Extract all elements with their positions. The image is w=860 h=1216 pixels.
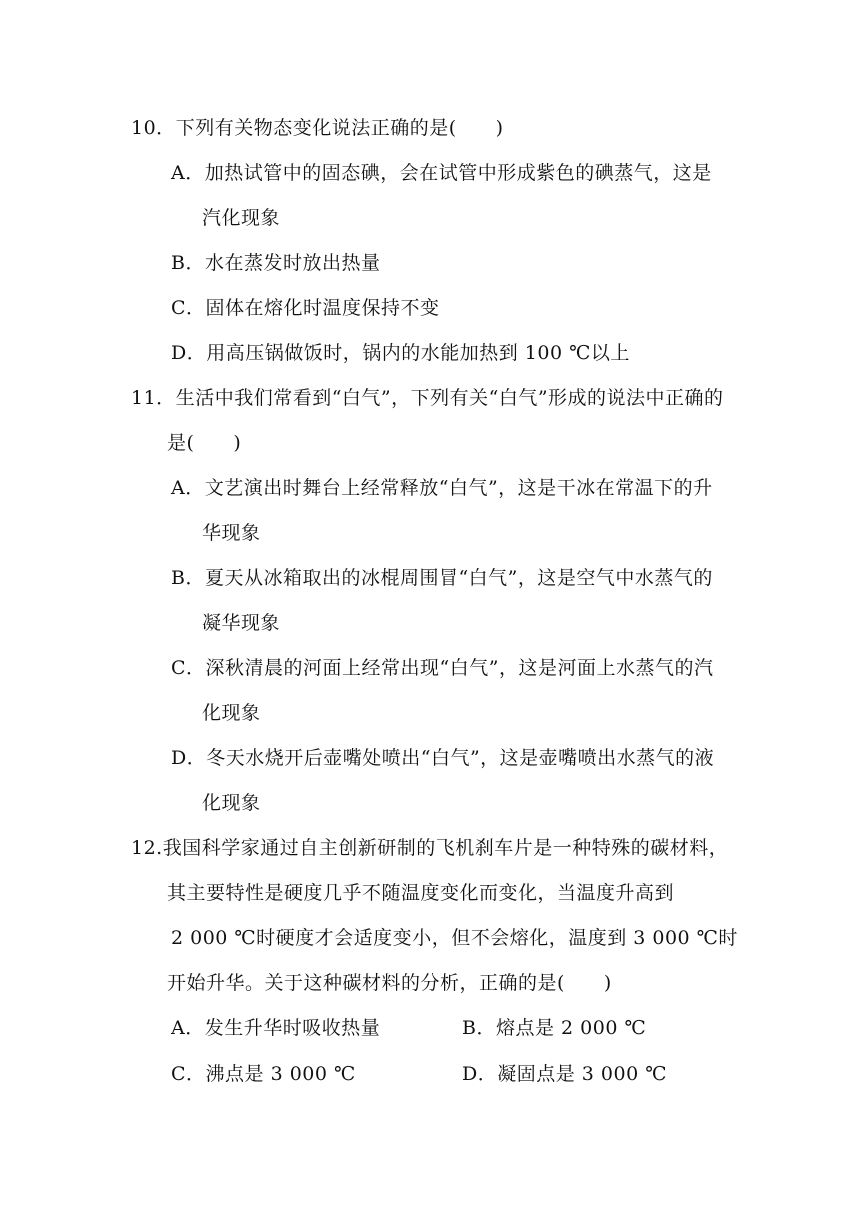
option-letter: B． <box>171 252 205 274</box>
question-11-option-a <box>171 476 713 500</box>
option-text: 熔点是 2 000 ℃ <box>495 1017 647 1039</box>
question-text: 我国科学家通过自主创新研制的飞机刹车片是一种特殊的碳材料， <box>162 837 729 859</box>
option-letter: D． <box>462 1063 498 1085</box>
option-text: 夏天从冰箱取出的冰棍周围冒“白气”，这是空气中水蒸气的 <box>204 567 713 589</box>
question-number: 12. <box>131 837 163 859</box>
question-number: 11． <box>131 387 176 409</box>
question-number: 10． <box>131 117 176 139</box>
option-letter: B． <box>462 1017 496 1039</box>
question-11-option-c-cont: 化现象 <box>202 702 261 724</box>
option-letter: D． <box>171 342 207 364</box>
question-11-option-d <box>171 746 714 770</box>
question-11-option-c <box>171 656 713 680</box>
option-text: 沸点是 3 000 ℃ <box>205 1063 356 1085</box>
question-12-option-b <box>462 1016 646 1040</box>
question-12-option-c <box>171 1062 356 1086</box>
option-letter: A． <box>171 162 205 184</box>
question-11-option-b <box>171 566 713 590</box>
question-10-stem <box>131 116 504 140</box>
question-11-option-d-cont: 化现象 <box>202 792 261 814</box>
question-12-stem <box>131 836 728 860</box>
question-11-option-a-cont: 华现象 <box>202 522 261 544</box>
option-letter: B． <box>171 567 205 589</box>
option-text: 用高压锅做饭时，锅内的水能加热到 100 ℃以上 <box>206 342 630 364</box>
question-10-option-b <box>171 251 380 275</box>
option-text: 冬天水烧开后壶嘴处喷出“白气”，这是壶嘴喷出水蒸气的液 <box>206 747 715 769</box>
option-letter: C． <box>171 1063 206 1085</box>
question-11-stem <box>131 386 724 410</box>
option-text: 水在蒸发时放出热量 <box>204 252 381 274</box>
question-11-stem-cont: 是( ) <box>167 432 242 454</box>
option-text: 文艺演出时舞台上经常释放“白气”，这是干冰在常温下的升 <box>204 477 713 499</box>
question-12-option-d <box>462 1062 667 1086</box>
option-letter: C． <box>171 657 206 679</box>
option-text: 加热试管中的固态碘，会在试管中形成紫色的碘蒸气，这是 <box>204 162 712 184</box>
question-12-stem-line-4: 开始升华。关于这种碳材料的分析，正确的是( ) <box>167 972 612 994</box>
option-letter: D． <box>171 747 207 769</box>
option-letter: A． <box>171 1017 205 1039</box>
option-text: 发生升华时吸收热量 <box>204 1017 381 1039</box>
option-letter: A． <box>171 477 205 499</box>
question-10-option-a-cont: 汽化现象 <box>202 207 281 229</box>
option-text: 固体在熔化时温度保持不变 <box>205 297 440 319</box>
question-12-option-a <box>171 1016 380 1040</box>
question-text: 下列有关物态变化说法正确的是( ) <box>175 117 504 139</box>
question-12-stem-line-3: 2 000 ℃时硬度才会适度变小，但不会熔化，温度到 3 000 ℃时 <box>171 927 738 949</box>
question-12-stem-line-2: 其主要特性是硬度几乎不随温度变化而变化，当温度升高到 <box>167 882 675 904</box>
option-letter: C． <box>171 297 206 319</box>
question-10-option-a <box>171 161 712 185</box>
question-11-option-b-cont: 凝华现象 <box>202 612 281 634</box>
option-text: 凝固点是 3 000 ℃ <box>497 1063 667 1085</box>
question-10-option-c <box>171 296 440 320</box>
question-text: 生活中我们常看到“白气”，下列有关“白气”形成的说法中正确的 <box>175 387 724 409</box>
question-10-option-d <box>171 341 630 365</box>
option-text: 深秋清晨的河面上经常出现“白气”，这是河面上水蒸气的汽 <box>205 657 714 679</box>
